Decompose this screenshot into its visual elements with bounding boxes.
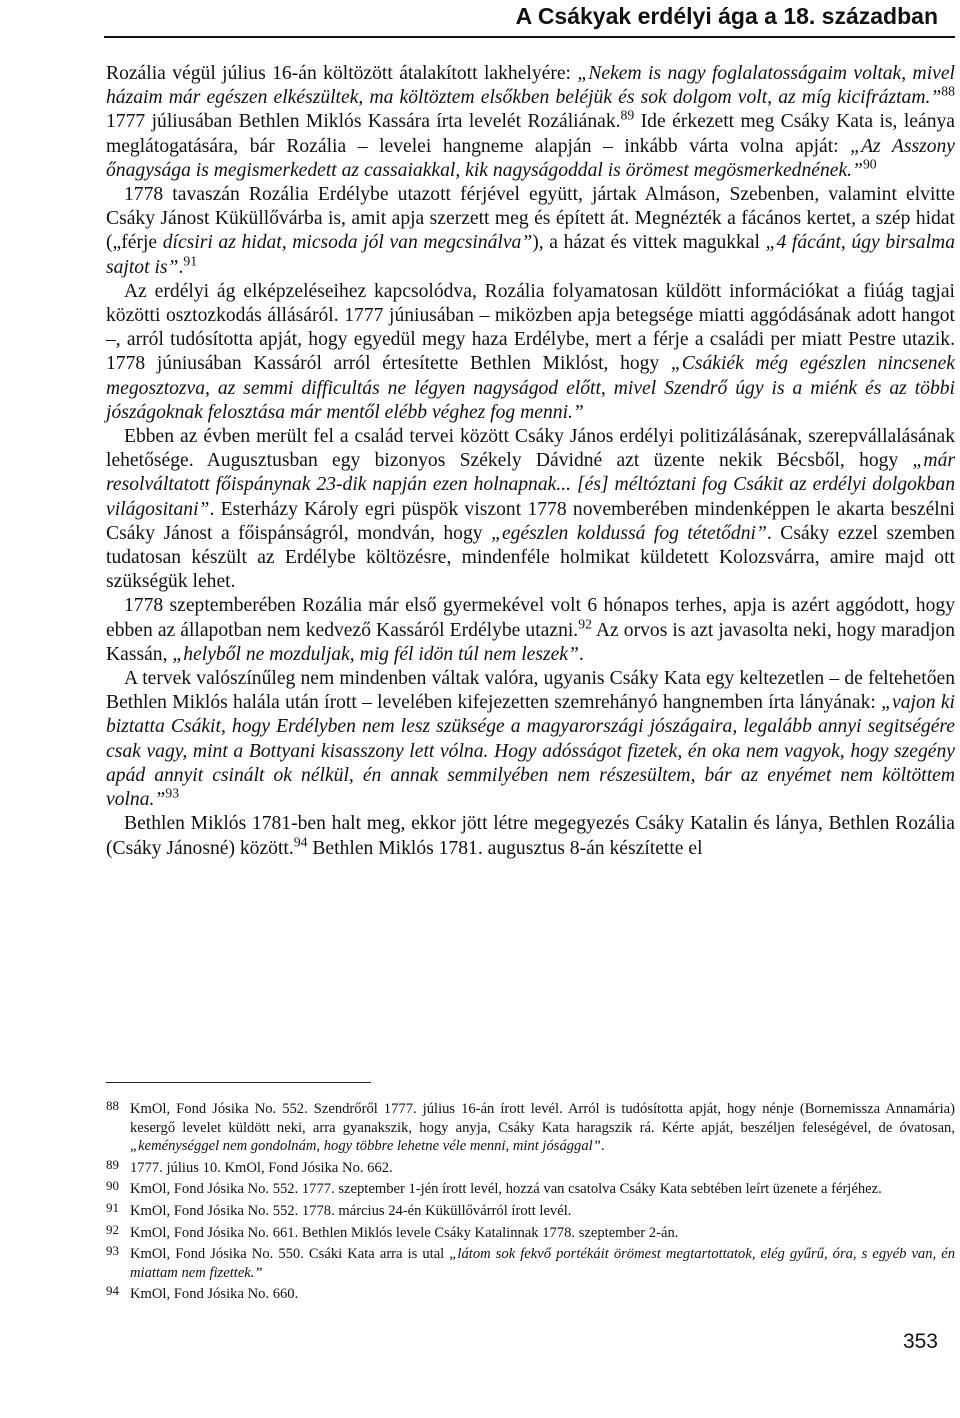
- quotation: „egészlen koldussá fog tétetődni”: [491, 522, 767, 544]
- main-text: [106, 62, 955, 861]
- footnotes: [106, 1100, 955, 1307]
- footnote-separator: [106, 1082, 371, 1083]
- running-title: A Csákyak erdélyi ága a 18. században: [515, 3, 938, 29]
- text-run: Ebben az évben merült fel a család tervei között Csáky János erdélyi politizálásának, szerepvállalásának lehetősége. Augusztusban egy bizonyos Székely Dávidné azt üzente nekik Bécsből, hogy: [106, 426, 955, 472]
- text-run: KmOl, Fond Jósika No. 552. Szendrőről 1777. július 16-án írott levél. Arról is tudósította apját, hogy nénje (Bornemissza Annamária) kesergő levelet küldött neki, arra gyanakszik, hogy anyja, Csáky Kata haragszik rá. Kérte apját, beszéljen feleségével, de óvatosan,: [130, 1101, 955, 1136]
- quotation: „keménységgel nem gondolnám, hogy többre lehetne véle menni, mint jósággal”: [130, 1138, 601, 1155]
- text-run: .: [600, 1138, 605, 1155]
- footnote-ref: 90: [862, 156, 877, 172]
- footnote: [106, 1221, 955, 1243]
- footnote-number: 91: [106, 1199, 119, 1215]
- text-run: Rozália végül július 16-án költözött átalakított lakhelyére:: [106, 63, 578, 84]
- text-run: .: [578, 643, 584, 665]
- paragraph: [106, 183, 955, 280]
- quotation: „Csákiék még egészlen nincsenek megosztozva, az semmi difficultás ne légyen nagyságod előtt, mivel Szendrő úgy is a miénk és az többi jószágoknak felosztása már mentől elébb véghez fog menni.”: [106, 353, 955, 423]
- footnote-ref: 92: [578, 616, 592, 632]
- paragraph: [106, 667, 955, 812]
- footnote: [106, 1285, 955, 1304]
- text-run: A tervek valószínűleg nem mindenben váltak valóra, ugyanis Csáky Kata egy keltezetlen – de feltehetően Bethlen Miklós halála után írott – levelében kifejezetten szemrehányó hangnemben írta lányának:: [106, 668, 955, 714]
- text-run: Bethlen Miklós 1781. augusztus 8-án készítette el: [307, 837, 703, 859]
- quotation: „4 fácánt, úgy birsalma sajtot is”: [106, 232, 955, 278]
- footnote-number: 89: [106, 1156, 119, 1172]
- footnote-text: [130, 1285, 955, 1304]
- text-run: . Esterházy Károly egri püspök viszont 1778 novemberében mindenképpen le akarta beszélni Csáky Jánost a főispánságról, mondván, hogy: [106, 498, 955, 544]
- paragraph: [106, 62, 955, 183]
- footnote-number: 90: [106, 1178, 119, 1194]
- footnote-text: [130, 1224, 955, 1243]
- footnote-ref: 94: [293, 833, 308, 849]
- text-run: KmOl, Fond Jósika No. 550. Csáki Kata arra is utal: [130, 1246, 450, 1263]
- footnote: [106, 1180, 955, 1199]
- footnote-ref: 89: [620, 107, 635, 123]
- footnote-ref: 91: [183, 253, 198, 269]
- quotation: „látom sok fekvő portékáit örömest megtartottatok, elég gyűrű, óra, s egyéb van, én miattam nem fizettek.”: [130, 1246, 956, 1281]
- footnote-number: 93: [106, 1243, 119, 1259]
- quotation: „már resolváltatott főispánynak 23-dik napján ezen holnapnak... [és] méltóztani fog Csákit az erdélyi dolgokban világositani”: [106, 450, 955, 520]
- text-run: KmOl, Fond Jósika No. 552. 1777. szeptember 1-jén írott levél, hozzá van csatolva Csáky Kata sebtében leírt üzenete a férjéhez.: [130, 1181, 882, 1198]
- text-run: .: [178, 256, 184, 278]
- footnote: [106, 1199, 955, 1221]
- page-number: 353: [902, 1330, 938, 1353]
- quotation: „Az Asszony őnagysága is megismerkedett az cassaiakkal, kik nagyságoddal is örömest megösmerkednének.”: [106, 135, 955, 181]
- footnote-number: 94: [106, 1283, 119, 1299]
- text-run: 1777. július 10. KmOl, Fond Jósika No. 662.: [130, 1159, 393, 1176]
- paragraph: [106, 812, 955, 860]
- footnote-ref: 88: [941, 83, 955, 99]
- footnote: [106, 1245, 955, 1282]
- text-run: . Csáky ezzel szemben tudatosan készült az Erdélybe költözésre, mindenféle holmikat küldetett Kolozsvárra, amire majd ott szükségük lehet.: [106, 522, 955, 593]
- footnote-text: [130, 1180, 955, 1199]
- footnote: [106, 1100, 955, 1156]
- footnote-text: [130, 1202, 955, 1221]
- quotation: „helyből ne mozduljak, mig fél idön túl nem leszek”: [172, 643, 579, 665]
- text-run: Az erdélyi ág elképzeléseihez kapcsolódva, Rozália folyamatosan küldött információkat a fiúág tagjai közötti osztozkodás állásáról. 1777 júniusában – miközben apja betegsége miatti aggódásának adott hangot –, arról tudósította apját, hogy egyedül megy haza Erdélybe, mert a férje a családi per miatt Pestre utazik. 1778 júniusában Kassáról arról értesítette Bethlen Miklóst, hogy: [106, 280, 955, 375]
- text-run: Bethlen Miklós 1781-ben halt meg, ekkor jött létre megegyezés Csáky Katalin és lánya, Bethlen Rozália (Csáky Jánosné) között.: [106, 813, 955, 859]
- footnote-number: 92: [106, 1221, 119, 1237]
- footnote-ref: 93: [165, 785, 180, 801]
- paragraph: [106, 280, 955, 425]
- text-run: KmOl, Fond Jósika No. 660.: [130, 1286, 299, 1303]
- footnote-text: [130, 1100, 955, 1156]
- text-run: Ide érkezett meg Csáky Kata is, leánya meglátogatására, bár Rozália – levelei hangneme alapján – inkább várta volna apját:: [106, 111, 955, 157]
- text-run: 1777 júliusában Bethlen Miklós Kassára írta levelét Rozáliának.: [106, 111, 621, 133]
- header-rule: [104, 36, 955, 38]
- text-run: Az orvos is azt javasolta neki, hogy maradjon Kassán,: [106, 619, 956, 665]
- quotation: „vajon ki biztatta Csákit, hogy Erdélyben nem lesz szüksége a magyarországi jószágaira, legalább annyi segitségére csak vagy, mint a Bottyani kisasszony lett vólna. Hogy adósságot fizetek, én oka nem vagyok, hogy szegény apád annyit csinált ok nélkül, én annak semmilyében nem részesültem, bár az enyémet nem költöttem volna.”: [106, 692, 956, 811]
- footnote-number: 88: [106, 1098, 119, 1113]
- text-run: 1778 szeptemberében Rozália már első gyermekével volt 6 hónapos terhes, apja is azért aggódott, hogy ebben az állapotban nem kedvező Kassáról Erdélybe utazni.: [106, 595, 955, 641]
- quotation: dícsiri az hidat, micsoda jól van megcsinálva”: [162, 232, 533, 254]
- paragraph: [106, 425, 955, 594]
- text-run: ), a házat és vittek magukkal: [532, 232, 766, 254]
- text-run: KmOl, Fond Jósika No. 552. 1778. március 24-én Küküllővárról írott levél.: [130, 1202, 572, 1219]
- quotation: „Nekem is nagy foglalatosságaim voltak, mivel házaim már egészen elkészültek, ma költöztem elsőkben beléjük és sok dolgom volt, az míg kicifráztam.”: [106, 63, 955, 109]
- text-run: 1778 tavaszán Rozália Erdélybe utazott férjével együtt, jártak Almáson, Szebenben, valamint elvitte Csáky Jánost Küküllővárba is, amit apja szerzett meg és épített át. Megnézték a fácános kertet, a szép hidat („férje: [106, 184, 955, 254]
- text-run: KmOl, Fond Jósika No. 661. Bethlen Miklós levele Csáky Katalinnak 1778. szeptember 2-án.: [130, 1224, 679, 1241]
- footnote-text: [130, 1159, 955, 1178]
- footnote: [106, 1156, 955, 1178]
- paragraph: [106, 594, 955, 667]
- footnote-text: [130, 1245, 955, 1282]
